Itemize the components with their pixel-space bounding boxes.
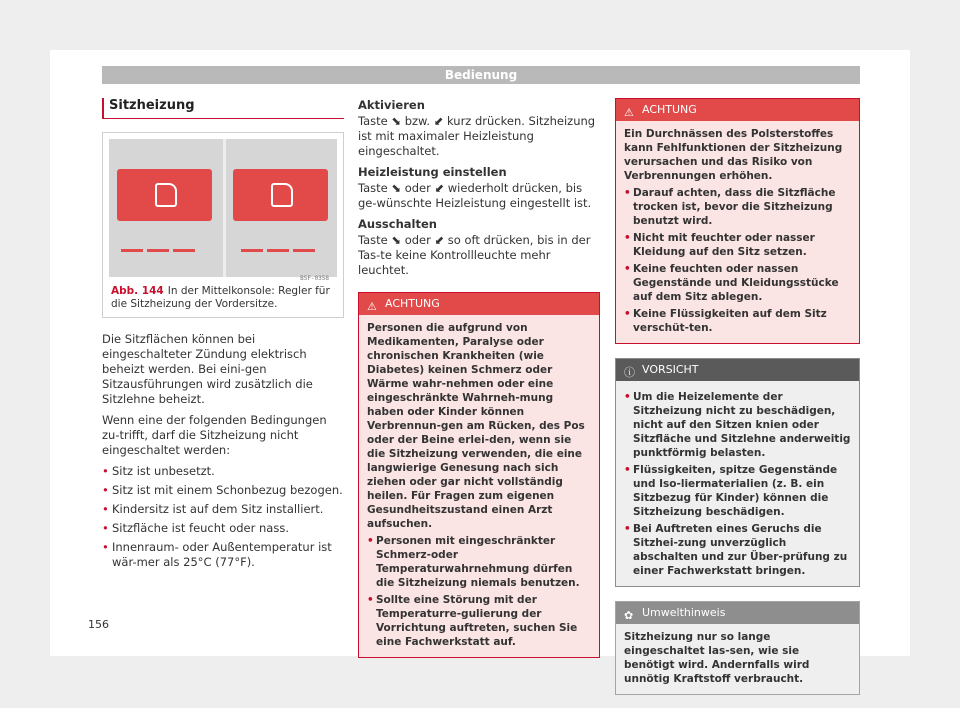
right-seat-heating-button (233, 169, 328, 221)
figure-caption-text: In der Mittelkonsole: Regler für die Sitzheizung der Vordersitze. (111, 285, 330, 310)
warning-triangle-icon: ⚠ (624, 106, 634, 119)
heated-seat-icon (271, 183, 293, 207)
section-title: Sitzheizung (102, 98, 344, 119)
level-heading: Heizleistung einstellen (358, 165, 507, 179)
list-item: • Nicht mit feuchter oder nasser Kleidung auf den Sitz setzen. (624, 231, 851, 259)
list-item: • Flüssigkeiten, spitze Gegenstände und Iso-liermaterialien (z. B. ein Sitzbezug für Kinder) können die Sitzheizung beschädigen. (624, 463, 851, 519)
off-text: Taste ⬊ oder ⬋ so oft drücken, bis in der Tas-te keine Kontrollleuchte mehr leuchtet. (358, 233, 591, 277)
caution-title: VORSICHT (642, 363, 699, 376)
warning-title: ACHTUNG (642, 103, 697, 116)
leaf-icon: ✿ (624, 609, 634, 622)
conditions-paragraph: Wenn eine der folgenden Bedingungen zu-trifft, darf die Sitzheizung nicht eingeschaltet werden: (102, 413, 327, 457)
warning-body (616, 121, 859, 343)
environment-body (616, 624, 859, 694)
info-circle-icon: ⓘ (624, 366, 635, 379)
page-number: 156 (88, 618, 109, 631)
caution-list (624, 390, 851, 578)
list-item: • Sitzfläche ist feucht oder nass. (102, 521, 344, 536)
list-item: • Kindersitz ist auf dem Sitz installiert. (102, 502, 344, 517)
environment-box (615, 601, 860, 695)
off-heading: Ausschalten (358, 217, 437, 231)
column-right (615, 98, 860, 705)
seat-heating-controls-photo (109, 139, 337, 282)
list-item: • Darauf achten, dass die Sitzfläche trocken ist, bevor die Sitzheizung benutzt wird. (624, 186, 851, 228)
warning-text: Personen die aufgrund von Medikamenten, Paralyse oder chronischen Krankheiten (wie Diabetes) keinen Schmerz oder Wärme wahr-nehmen oder eine eingeschränkte Wahrneh-mung haben oder Kinder können Verbrennun-gen am Rücken, des Pos oder der Beine erlei-den, wenn sie die Sitzheizung verwenden, die eine langwierige Genesung nach sich ziehen oder gar nicht vollständig heilen. Für Fragen zum eigenen Gesundheitszustand einen Arzt aufsuchen. (367, 322, 585, 530)
manual-page (50, 50, 910, 685)
heated-seat-icon (155, 183, 177, 207)
list-item: • Sollte eine Störung mit der Temperaturre-gulierung der Vorrichtung auftreten, suchen Sie eine Fachwerkstatt auf. (367, 593, 591, 649)
warning-list (367, 534, 591, 649)
figure-144 (102, 132, 344, 318)
warning-box (358, 292, 600, 658)
intro-paragraph: Die Sitzflächen können bei eingeschalteter Zündung elektrisch beheizt werden. Bei eini-gen Sitzausführungen wird zusätzlich die Sitzlehne beheizt. (102, 332, 313, 406)
photo-divider (223, 139, 226, 277)
caution-body (616, 381, 859, 586)
caution-header (616, 359, 859, 381)
environment-text: Sitzheizung nur so lange eingeschaltet las-sen, wie sie benötigt wird. Andernfalls wird unnötig Kraftstoff verbraucht. (624, 631, 810, 685)
warning-title: ACHTUNG (385, 297, 440, 310)
warning-header (616, 99, 859, 121)
chapter-header: Bedienung (102, 66, 860, 84)
figure-label: Abb. 144 (111, 285, 164, 297)
warning-header (359, 293, 599, 315)
list-item: • Sitz ist unbesetzt. (102, 464, 344, 479)
warning-body (359, 315, 599, 657)
list-item: • Keine Flüssigkeiten auf dem Sitz verschüt-ten. (624, 307, 851, 335)
list-item: • Personen mit eingeschränkter Schmerz-oder Temperaturwahrnehmung dürfen die Sitzheizung niemals benutzen. (367, 534, 591, 590)
column-left (102, 98, 344, 574)
warning-text: Ein Durchnässen des Polsterstoffes kann Fehlfunktionen der Sitzheizung verursachen und das Risiko von Verbrennungen erhöhen. (624, 128, 843, 182)
activate-text: Taste ⬊ bzw. ⬋ kurz drücken. Sitzheizung ist mit maximaler Heizleistung eingeschaltet. (358, 114, 596, 158)
left-seat-heating-button (117, 169, 212, 221)
list-item: • Keine feuchten oder nassen Gegenstände und Kleidungsstücke auf dem Sitz ablegen. (624, 262, 851, 304)
figure-caption (111, 285, 337, 311)
environment-title: Umwelthinweis (642, 606, 726, 619)
activate-heading: Aktivieren (358, 98, 425, 112)
list-item: • Bei Auftreten eines Geruchs die Sitzhei-zung unverzüglich abschalten und zur Über-prüfung zu einer Fachwerkstatt bringen. (624, 522, 851, 578)
level-text: Taste ⬊ oder ⬋ wiederholt drücken, bis ge-wünschte Heizleistung eingestellt ist. (358, 181, 592, 210)
list-item: • Innenraum- oder Außentemperatur ist wär-mer als 25°C (77°F). (102, 540, 344, 570)
environment-header (616, 602, 859, 624)
conditions-list (102, 464, 344, 570)
warning-list (624, 186, 851, 335)
image-code: B5F-0358 (300, 275, 329, 282)
warning-box (615, 98, 860, 344)
caution-box (615, 358, 860, 587)
warning-triangle-icon: ⚠ (367, 300, 377, 313)
list-item: • Um die Heizelemente der Sitzheizung nicht zu beschädigen, nicht auf den Sitzen knien oder Sitzfläche und Sitzlehne anderweitig punktförmig belasten. (624, 390, 851, 460)
column-middle (358, 98, 600, 668)
list-item: • Sitz ist mit einem Schonbezug bezogen. (102, 483, 344, 498)
right-heat-level-leds (241, 237, 319, 240)
left-heat-level-leds (121, 237, 199, 240)
